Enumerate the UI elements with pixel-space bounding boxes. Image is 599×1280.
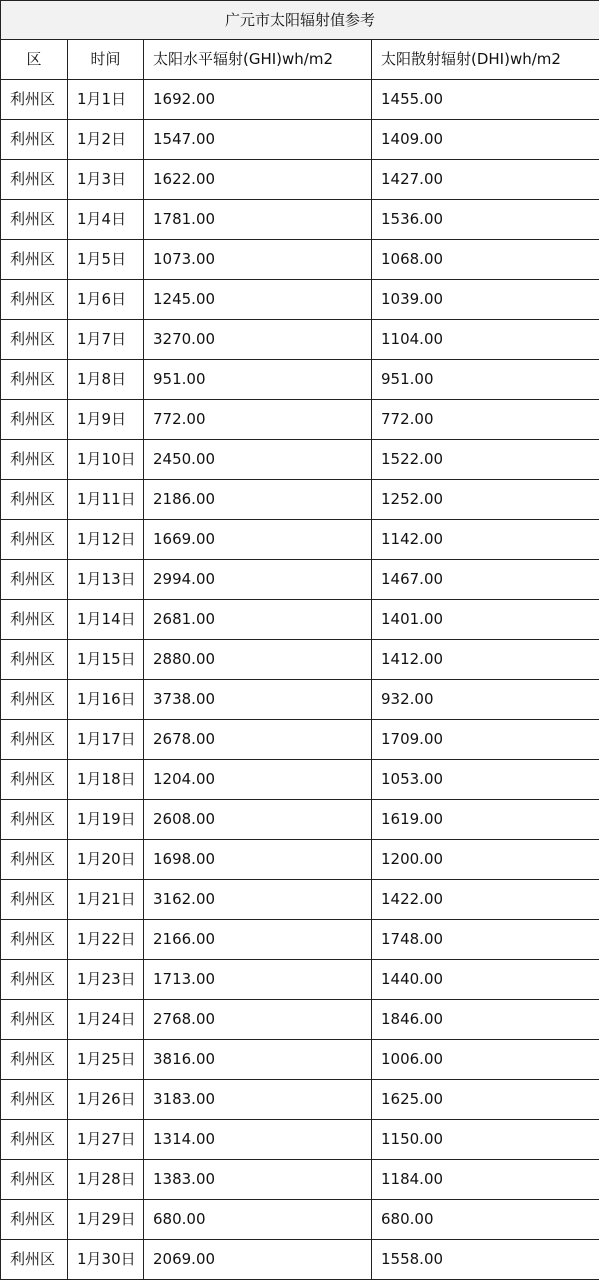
district-cell: 利州区 — [1, 120, 68, 160]
dhi-cell: 1625.00 — [372, 1080, 599, 1120]
date-cell: 1月3日 — [68, 160, 144, 200]
table-row — [1, 320, 599, 360]
dhi-cell: 1104.00 — [372, 320, 599, 360]
table-row — [1, 1000, 599, 1040]
ghi-cell: 1781.00 — [144, 200, 372, 240]
ghi-cell: 1073.00 — [144, 240, 372, 280]
dhi-cell: 1619.00 — [372, 800, 599, 840]
district-cell: 利州区 — [1, 480, 68, 520]
ghi-cell: 2069.00 — [144, 1240, 372, 1280]
district-cell: 利州区 — [1, 1120, 68, 1160]
date-cell: 1月24日 — [68, 1000, 144, 1040]
date-cell: 1月4日 — [68, 200, 144, 240]
dhi-cell: 1748.00 — [372, 920, 599, 960]
ghi-cell: 680.00 — [144, 1200, 372, 1240]
ghi-cell: 951.00 — [144, 360, 372, 400]
date-cell: 1月11日 — [68, 480, 144, 520]
ghi-cell: 3816.00 — [144, 1040, 372, 1080]
district-cell: 利州区 — [1, 1000, 68, 1040]
date-cell: 1月30日 — [68, 1240, 144, 1280]
table-row — [1, 720, 599, 760]
district-cell: 利州区 — [1, 840, 68, 880]
district-cell: 利州区 — [1, 960, 68, 1000]
title-row — [1, 1, 599, 40]
dhi-cell: 1150.00 — [372, 1120, 599, 1160]
table-row — [1, 280, 599, 320]
date-cell: 1月21日 — [68, 880, 144, 920]
dhi-cell: 1846.00 — [372, 1000, 599, 1040]
ghi-cell: 2166.00 — [144, 920, 372, 960]
ghi-cell: 2450.00 — [144, 440, 372, 480]
district-cell: 利州区 — [1, 1040, 68, 1080]
district-cell: 利州区 — [1, 400, 68, 440]
dhi-cell: 1039.00 — [372, 280, 599, 320]
ghi-cell: 1713.00 — [144, 960, 372, 1000]
ghi-cell: 2880.00 — [144, 640, 372, 680]
district-cell: 利州区 — [1, 1200, 68, 1240]
district-cell: 利州区 — [1, 360, 68, 400]
district-cell: 利州区 — [1, 880, 68, 920]
dhi-cell: 1412.00 — [372, 640, 599, 680]
ghi-cell: 1622.00 — [144, 160, 372, 200]
date-cell: 1月20日 — [68, 840, 144, 880]
district-cell: 利州区 — [1, 280, 68, 320]
table-row — [1, 120, 599, 160]
ghi-cell: 2186.00 — [144, 480, 372, 520]
table-row — [1, 1120, 599, 1160]
date-cell: 1月18日 — [68, 760, 144, 800]
ghi-cell: 772.00 — [144, 400, 372, 440]
district-cell: 利州区 — [1, 80, 68, 120]
dhi-cell: 680.00 — [372, 1200, 599, 1240]
date-cell: 1月14日 — [68, 600, 144, 640]
table-row — [1, 1040, 599, 1080]
dhi-cell: 932.00 — [372, 680, 599, 720]
table-row — [1, 200, 599, 240]
header-district: 区 — [1, 40, 68, 80]
table-row — [1, 360, 599, 400]
district-cell: 利州区 — [1, 640, 68, 680]
dhi-cell: 1522.00 — [372, 440, 599, 480]
table-row — [1, 160, 599, 200]
date-cell: 1月2日 — [68, 120, 144, 160]
date-cell: 1月27日 — [68, 1120, 144, 1160]
table-row — [1, 640, 599, 680]
dhi-cell: 1142.00 — [372, 520, 599, 560]
table-row — [1, 80, 599, 120]
ghi-cell: 2994.00 — [144, 560, 372, 600]
dhi-cell: 1422.00 — [372, 880, 599, 920]
ghi-cell: 1204.00 — [144, 760, 372, 800]
table-row — [1, 480, 599, 520]
ghi-cell: 1314.00 — [144, 1120, 372, 1160]
dhi-cell: 1184.00 — [372, 1160, 599, 1200]
ghi-cell: 1669.00 — [144, 520, 372, 560]
date-cell: 1月29日 — [68, 1200, 144, 1240]
ghi-cell: 1245.00 — [144, 280, 372, 320]
dhi-cell: 1709.00 — [372, 720, 599, 760]
dhi-cell: 1467.00 — [372, 560, 599, 600]
dhi-cell: 1536.00 — [372, 200, 599, 240]
ghi-cell: 3738.00 — [144, 680, 372, 720]
table-row — [1, 880, 599, 920]
dhi-cell: 1427.00 — [372, 160, 599, 200]
table-row — [1, 560, 599, 600]
dhi-cell: 1068.00 — [372, 240, 599, 280]
table-row — [1, 960, 599, 1000]
date-cell: 1月16日 — [68, 680, 144, 720]
date-cell: 1月19日 — [68, 800, 144, 840]
header-date: 时间 — [68, 40, 144, 80]
dhi-cell: 1558.00 — [372, 1240, 599, 1280]
table-row — [1, 1160, 599, 1200]
district-cell: 利州区 — [1, 440, 68, 480]
date-cell: 1月22日 — [68, 920, 144, 960]
ghi-cell: 1383.00 — [144, 1160, 372, 1200]
table-row — [1, 680, 599, 720]
district-cell: 利州区 — [1, 800, 68, 840]
ghi-cell: 1547.00 — [144, 120, 372, 160]
dhi-cell: 1200.00 — [372, 840, 599, 880]
district-cell: 利州区 — [1, 200, 68, 240]
dhi-cell: 951.00 — [372, 360, 599, 400]
ghi-cell: 2678.00 — [144, 720, 372, 760]
date-cell: 1月28日 — [68, 1160, 144, 1200]
header-dhi: 太阳散射辐射(DHI)wh/m2 — [372, 40, 599, 80]
table-row — [1, 840, 599, 880]
ghi-cell: 2681.00 — [144, 600, 372, 640]
date-cell: 1月12日 — [68, 520, 144, 560]
table-head — [1, 1, 599, 80]
ghi-cell: 3183.00 — [144, 1080, 372, 1120]
date-cell: 1月23日 — [68, 960, 144, 1000]
date-cell: 1月6日 — [68, 280, 144, 320]
dhi-cell: 1006.00 — [372, 1040, 599, 1080]
date-cell: 1月10日 — [68, 440, 144, 480]
table-row — [1, 920, 599, 960]
date-cell: 1月9日 — [68, 400, 144, 440]
district-cell: 利州区 — [1, 240, 68, 280]
dhi-cell: 1252.00 — [372, 480, 599, 520]
ghi-cell: 2768.00 — [144, 1000, 372, 1040]
dhi-cell: 1455.00 — [372, 80, 599, 120]
district-cell: 利州区 — [1, 320, 68, 360]
dhi-cell: 1401.00 — [372, 600, 599, 640]
ghi-cell: 2608.00 — [144, 800, 372, 840]
ghi-cell: 3270.00 — [144, 320, 372, 360]
header-ghi: 太阳水平辐射(GHI)wh/m2 — [144, 40, 372, 80]
dhi-cell: 772.00 — [372, 400, 599, 440]
table-row — [1, 400, 599, 440]
table-row — [1, 600, 599, 640]
district-cell: 利州区 — [1, 920, 68, 960]
header-row — [1, 40, 599, 80]
table-row — [1, 1240, 599, 1280]
dhi-cell: 1440.00 — [372, 960, 599, 1000]
date-cell: 1月13日 — [68, 560, 144, 600]
date-cell: 1月7日 — [68, 320, 144, 360]
table-row — [1, 240, 599, 280]
table-row — [1, 1200, 599, 1240]
table-title: 广元市太阳辐射值参考 — [1, 1, 599, 40]
ghi-cell: 1692.00 — [144, 80, 372, 120]
date-cell: 1月1日 — [68, 80, 144, 120]
table-row — [1, 800, 599, 840]
district-cell: 利州区 — [1, 1160, 68, 1200]
district-cell: 利州区 — [1, 520, 68, 560]
district-cell: 利州区 — [1, 160, 68, 200]
district-cell: 利州区 — [1, 720, 68, 760]
district-cell: 利州区 — [1, 680, 68, 720]
district-cell: 利州区 — [1, 560, 68, 600]
dhi-cell: 1409.00 — [372, 120, 599, 160]
date-cell: 1月8日 — [68, 360, 144, 400]
table-row — [1, 1080, 599, 1120]
table-row — [1, 440, 599, 480]
date-cell: 1月15日 — [68, 640, 144, 680]
table-row — [1, 520, 599, 560]
ghi-cell: 1698.00 — [144, 840, 372, 880]
dhi-cell: 1053.00 — [372, 760, 599, 800]
district-cell: 利州区 — [1, 1080, 68, 1120]
date-cell: 1月25日 — [68, 1040, 144, 1080]
district-cell: 利州区 — [1, 760, 68, 800]
date-cell: 1月5日 — [68, 240, 144, 280]
table-row — [1, 760, 599, 800]
date-cell: 1月17日 — [68, 720, 144, 760]
district-cell: 利州区 — [1, 600, 68, 640]
date-cell: 1月26日 — [68, 1080, 144, 1120]
district-cell: 利州区 — [1, 1240, 68, 1280]
table-body — [1, 80, 599, 1280]
ghi-cell: 3162.00 — [144, 880, 372, 920]
